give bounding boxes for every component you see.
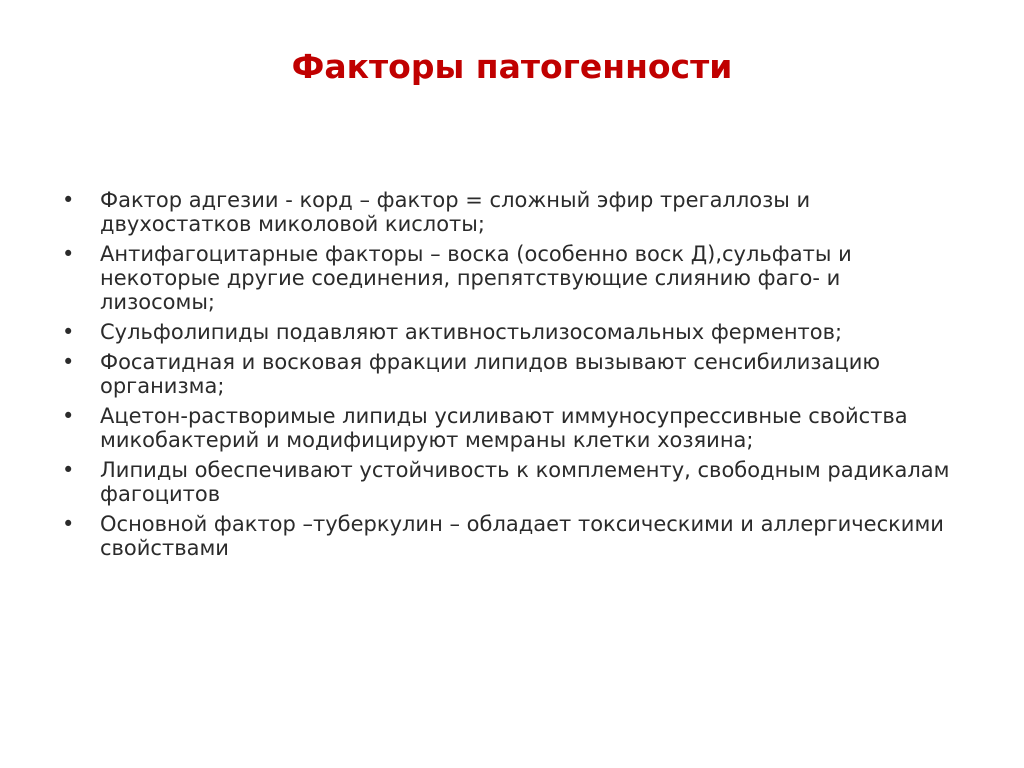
- bullet-text: Основной фактор –туберкулин – обладает токсическими и аллергическими свойствами: [100, 512, 944, 560]
- bullet-item: [60, 404, 960, 452]
- bullet-text: Сульфолипиды подавляют активностьлизосомальных ферментов;: [100, 320, 843, 344]
- bullet-item: [60, 350, 960, 398]
- bullet-dot-icon: •: [62, 512, 75, 536]
- bullet-item: [60, 188, 960, 236]
- bullet-dot-icon: •: [62, 404, 75, 428]
- bullet-text: Ацетон-растворимые липиды усиливают иммуносупрессивные свойства микобактерий и модифицируют мемраны клетки хозяина;: [100, 404, 908, 452]
- bullet-dot-icon: •: [62, 458, 75, 482]
- bullet-text: Антифагоцитарные факторы – воска (особенно воск Д),сульфаты и некоторые другие соединения, препятствующие слиянию фаго- и лизосомы;: [100, 242, 852, 314]
- bullet-list: [60, 188, 960, 566]
- bullet-item: [60, 458, 960, 506]
- slide-title: Факторы патогенности: [291, 47, 733, 86]
- bullet-text: Фактор адгезии - корд – фактор = сложный эфир трегаллозы и двухостатков миколовой кислоты;: [100, 188, 811, 236]
- bullet-item: [60, 512, 960, 560]
- bullet-text: Фосатидная и восковая фракции липидов вызывают сенсибилизацию организма;: [100, 350, 881, 398]
- bullet-dot-icon: •: [62, 242, 75, 266]
- bullet-text: Липиды обеспечивают устойчивость к комплементу, свободным радикалам фагоцитов: [100, 458, 950, 506]
- bullet-dot-icon: •: [62, 350, 75, 374]
- bullet-item: [60, 320, 960, 344]
- bullet-item: [60, 242, 960, 314]
- bullet-dot-icon: •: [62, 320, 75, 344]
- bullet-dot-icon: •: [62, 188, 75, 212]
